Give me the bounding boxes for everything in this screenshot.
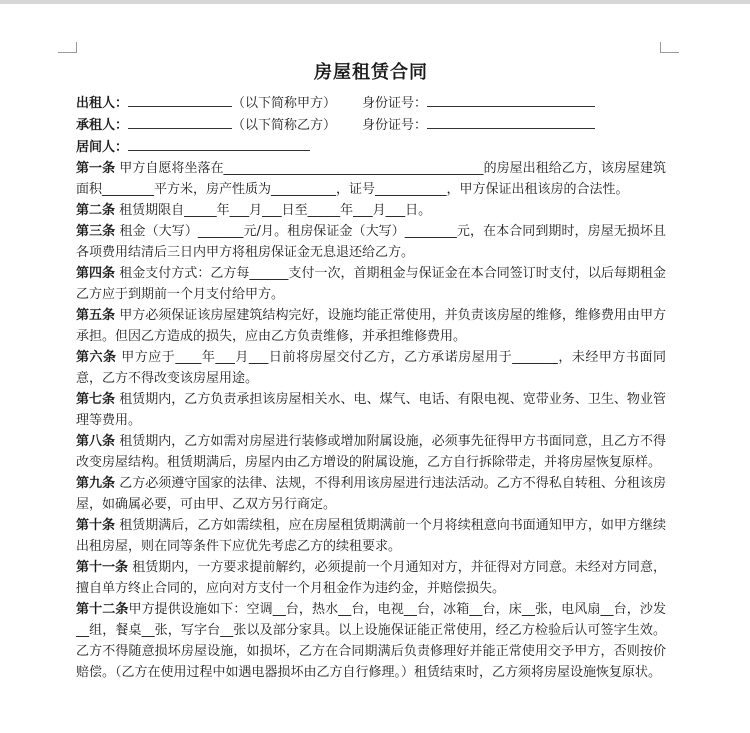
- middleman-label: 居间人：: [76, 140, 129, 155]
- article-4: [76, 263, 666, 305]
- page-corner-mark-left: [58, 42, 77, 53]
- article-3-head: 第三条: [76, 224, 116, 239]
- article-7-head: 第七条: [76, 392, 116, 407]
- article-5-head: 第五条: [76, 308, 116, 323]
- lessee-label: 承租人：: [76, 118, 129, 133]
- article-9: [76, 473, 666, 515]
- article-10: [76, 515, 666, 557]
- article-12: [76, 599, 666, 683]
- article-3-text: 租金（大写）_______元/月。租房保证金（大写）________元，在本合同到期时，房屋无损坏且各项费用结清后三日内甲方将租房保证金无息退还给乙方。: [76, 224, 666, 260]
- article-6-head: 第六条: [76, 350, 117, 365]
- article-1-head: 第一条: [76, 161, 116, 176]
- article-11: [76, 557, 666, 599]
- lessor-blank: [128, 92, 232, 107]
- article-5: [76, 305, 666, 347]
- article-12-head: 第十二条: [76, 602, 129, 617]
- lessee-note: （以下简称乙方）: [232, 118, 337, 133]
- article-10-text: 租赁期满后，乙方如需续租，应在房屋租赁期满前一个月将续租意向书面通知甲方，如甲方继续出租房屋，则在同等条件下应优先考虑乙方的续租要求。: [76, 518, 666, 554]
- article-7-text: 租赁期内，乙方负责承担该房屋相关水、电、煤气、电话、有限电视、宽带业务、卫生、物业管理等费用。: [76, 392, 666, 428]
- lessor-row: [76, 92, 666, 114]
- article-9-head: 第九条: [76, 476, 116, 491]
- article-12-text: 甲方提供设施如下：空调__台，热水__台，电视__台，冰箱__台，床__张，电风扇__台，沙发__组，餐桌__张，写字台__张以及部分家具。以上设施保证能正常使用，经乙方检验后认可签字生效。乙方不得随意损坏房屋设施，如损坏，乙方在合同期满后负责修理好并能正常使用交予甲方，否则按价赔偿。（乙方在使用过程中如遇电器损坏由乙方自行修理。）租赁结束时，乙方须将房屋设施恢复原状。: [76, 602, 666, 680]
- middleman-blank: [128, 136, 310, 151]
- article-2-text: 租赁期限自_____年___月___日至_____年___月___日。: [119, 203, 432, 218]
- article-3: [76, 221, 666, 263]
- article-7: [76, 389, 666, 431]
- article-8: [76, 431, 666, 473]
- article-1-text: 甲方自愿将坐落在________________________________________的房屋出租给乙方，该房屋建筑面积________平方米，房产性质为__________，证号___________，甲方保证出租该房的合法性。: [76, 161, 666, 197]
- article-8-head: 第八条: [76, 434, 116, 449]
- article-11-head: 第十一条: [76, 560, 129, 575]
- article-2: [76, 200, 666, 221]
- document-title: 房屋租赁合同: [314, 62, 428, 83]
- middleman-row: [76, 136, 666, 158]
- lessor-note: （以下简称甲方）: [232, 96, 337, 111]
- lessor-id-label: 身份证号：: [362, 96, 428, 111]
- lessee-id-label: 身份证号：: [362, 118, 428, 133]
- lessor-label: 出租人：: [76, 96, 129, 111]
- top-border: [0, 0, 750, 4]
- lessee-id-blank: [427, 114, 595, 129]
- page-corner-mark-right: [660, 42, 679, 53]
- article-6-text: 甲方应于____年___月___日前将房屋交付乙方，乙方承诺房屋用于_______，未经甲方书面同意，乙方不得改变该房屋用途。: [76, 350, 666, 386]
- article-6: [76, 347, 666, 389]
- document-page: [76, 58, 666, 683]
- article-11-text: 租赁期内，一方要求提前解约，必须提前一个月通知对方，并征得对方同意。未经对方同意，擅自单方终止合同的，应向对方支付一个月租金作为违约金，并赔偿损失。: [76, 560, 666, 596]
- article-1: [76, 158, 666, 200]
- article-9-text: 乙方必须遵守国家的法律、法规，不得利用该房屋进行违法活动。乙方不得私自转租、分租该房屋，如确属必要，可由甲、乙双方另行商定。: [76, 476, 666, 512]
- lessee-row: [76, 114, 666, 136]
- article-2-head: 第二条: [76, 203, 116, 218]
- article-8-text: 租赁期内，乙方如需对房屋进行装修或增加附属设施，必须事先征得甲方书面同意，且乙方不得改变房屋结构。租赁期满后，房屋内由乙方增设的附属设施，乙方自行拆除带走，并将房屋恢复原样。: [76, 434, 666, 470]
- lessor-id-blank: [427, 92, 595, 107]
- article-4-head: 第四条: [76, 266, 116, 281]
- article-10-head: 第十条: [76, 518, 116, 533]
- lessee-blank: [128, 114, 232, 129]
- article-4-text: 租金支付方式：乙方每______支付一次，首期租金与保证金在本合同签订时支付，以后每期租金乙方应于到期前一个月支付给甲方。: [76, 266, 666, 302]
- article-5-text: 甲方必须保证该房屋建筑结构完好，设施均能正常使用，并负责该房屋的维修，维修费用由甲方承担。但因乙方造成的损失，应由乙方负责维修，并承担维修费用。: [76, 308, 666, 344]
